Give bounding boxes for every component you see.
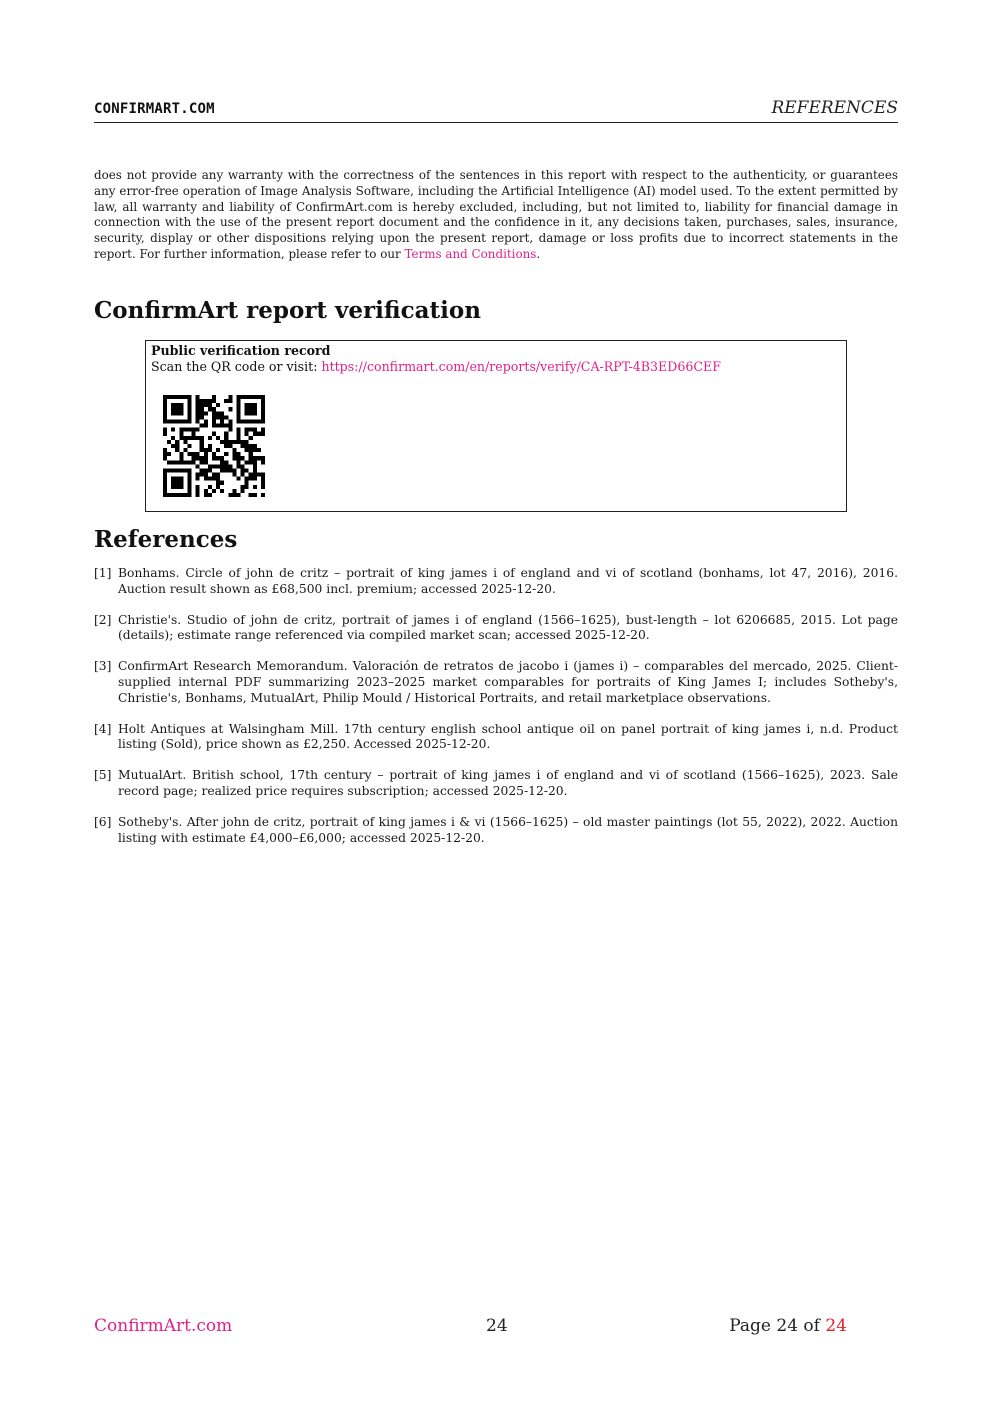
footer-page-count xyxy=(729,1316,847,1336)
reference-item xyxy=(94,815,898,846)
reference-text: Bonhams. Circle of john de critz – portrait of king james i of england and vi of scotland (bonhams, lot 47, 2016), 2016. Auction result shown as £68,500 incl. premium; accessed 2025-12-20. xyxy=(118,566,898,596)
reference-item xyxy=(94,659,898,706)
reference-item xyxy=(94,566,898,597)
footer-page-label: Page 24 of xyxy=(729,1316,820,1336)
verification-instruction-line xyxy=(151,359,721,374)
references-heading: References xyxy=(94,526,238,553)
reference-text: ConfirmArt Research Memorandum. Valoración de retratos de jacobo i (james i) – comparables del mercado, 2025. Client-supplied internal PDF summarizing 2023–2025 market comparables for portraits of King James I; includes Sotheby's, Christie's, Bonhams, MutualArt, Philip Mould / Historical Portraits, and retail marketplace observations. xyxy=(118,659,898,705)
terms-and-conditions-link[interactable]: Terms and Conditions xyxy=(404,246,537,261)
verification-heading: ConfirmArt report verification xyxy=(94,297,481,324)
footer-page-number: 24 xyxy=(486,1316,508,1336)
verification-url-link[interactable]: https://confirmart.com/en/reports/verify/CA-RPT-4B3ED66CEF xyxy=(321,359,721,374)
footer-page-total[interactable]: 24 xyxy=(825,1316,847,1336)
reference-text: MutualArt. British school, 17th century – portrait of king james i of england and vi of scotland (1566–1625), 2023. Sale record page; realized price requires subscription; accessed 2025-12-20. xyxy=(118,768,898,798)
qr-code-icon[interactable] xyxy=(163,395,265,497)
reference-text: Holt Antiques at Walsingham Mill. 17th century english school antique oil on panel portrait of king james i, n.d. Product listing (Sold), price shown as £2,250. Accessed 2025-12-20. xyxy=(118,721,898,752)
reference-number: [4] xyxy=(94,721,112,736)
footer-site-link[interactable]: ConfirmArt.com xyxy=(94,1316,233,1336)
reference-number: [3] xyxy=(94,659,112,674)
disclaimer-trailing: . xyxy=(536,246,541,261)
reference-item xyxy=(94,768,898,799)
reference-number: [2] xyxy=(94,612,112,627)
reference-text: Sotheby's. After john de critz, portrait of king james i & vi (1566–1625) – old master paintings (lot 55, 2022), 2022. Auction listing with estimate £4,000–£6,000; accessed 2025-12-20. xyxy=(118,815,898,845)
reference-number: [5] xyxy=(94,768,112,783)
running-section-title: REFERENCES xyxy=(771,98,898,118)
reference-number: [6] xyxy=(94,815,112,830)
disclaimer-paragraph xyxy=(94,168,898,263)
references-list xyxy=(94,566,898,862)
verification-box-title: Public verification record xyxy=(151,343,331,358)
disclaimer-text: does not provide any warranty with the correctness of the sentences in this report with respect to the authenticity, or guarantees any error-free operation of Image Analysis Software, including the Artificial Intelligence (AI) model used. To the extent permitted by law, all warranty and liability of ConfirmArt.com is hereby excluded, including, but not limited to, liability for financial damage in connection with the use of the present report document and the confidence in it, any decisions taken, purchases, sales, insurance, security, display or other dispositions relying upon the present report, damage or loss profits due to incorrect statements in the report. For further information, please refer to our xyxy=(94,168,898,261)
reference-text: Christie's. Studio of john de critz, portrait of james i of england (1566–1625), bust-length – lot 6206685, 2015. Lot page (details); estimate range referenced via compiled market scan; accessed 2025-12-20. xyxy=(118,612,898,643)
verification-instruction: Scan the QR code or visit: xyxy=(151,359,318,374)
reference-number: [1] xyxy=(94,566,112,580)
reference-item xyxy=(94,722,898,753)
verification-box xyxy=(145,340,847,512)
confirmart-logo: CONFIRMART.COM xyxy=(94,101,215,117)
reference-item xyxy=(94,613,898,644)
page-header xyxy=(94,98,898,123)
